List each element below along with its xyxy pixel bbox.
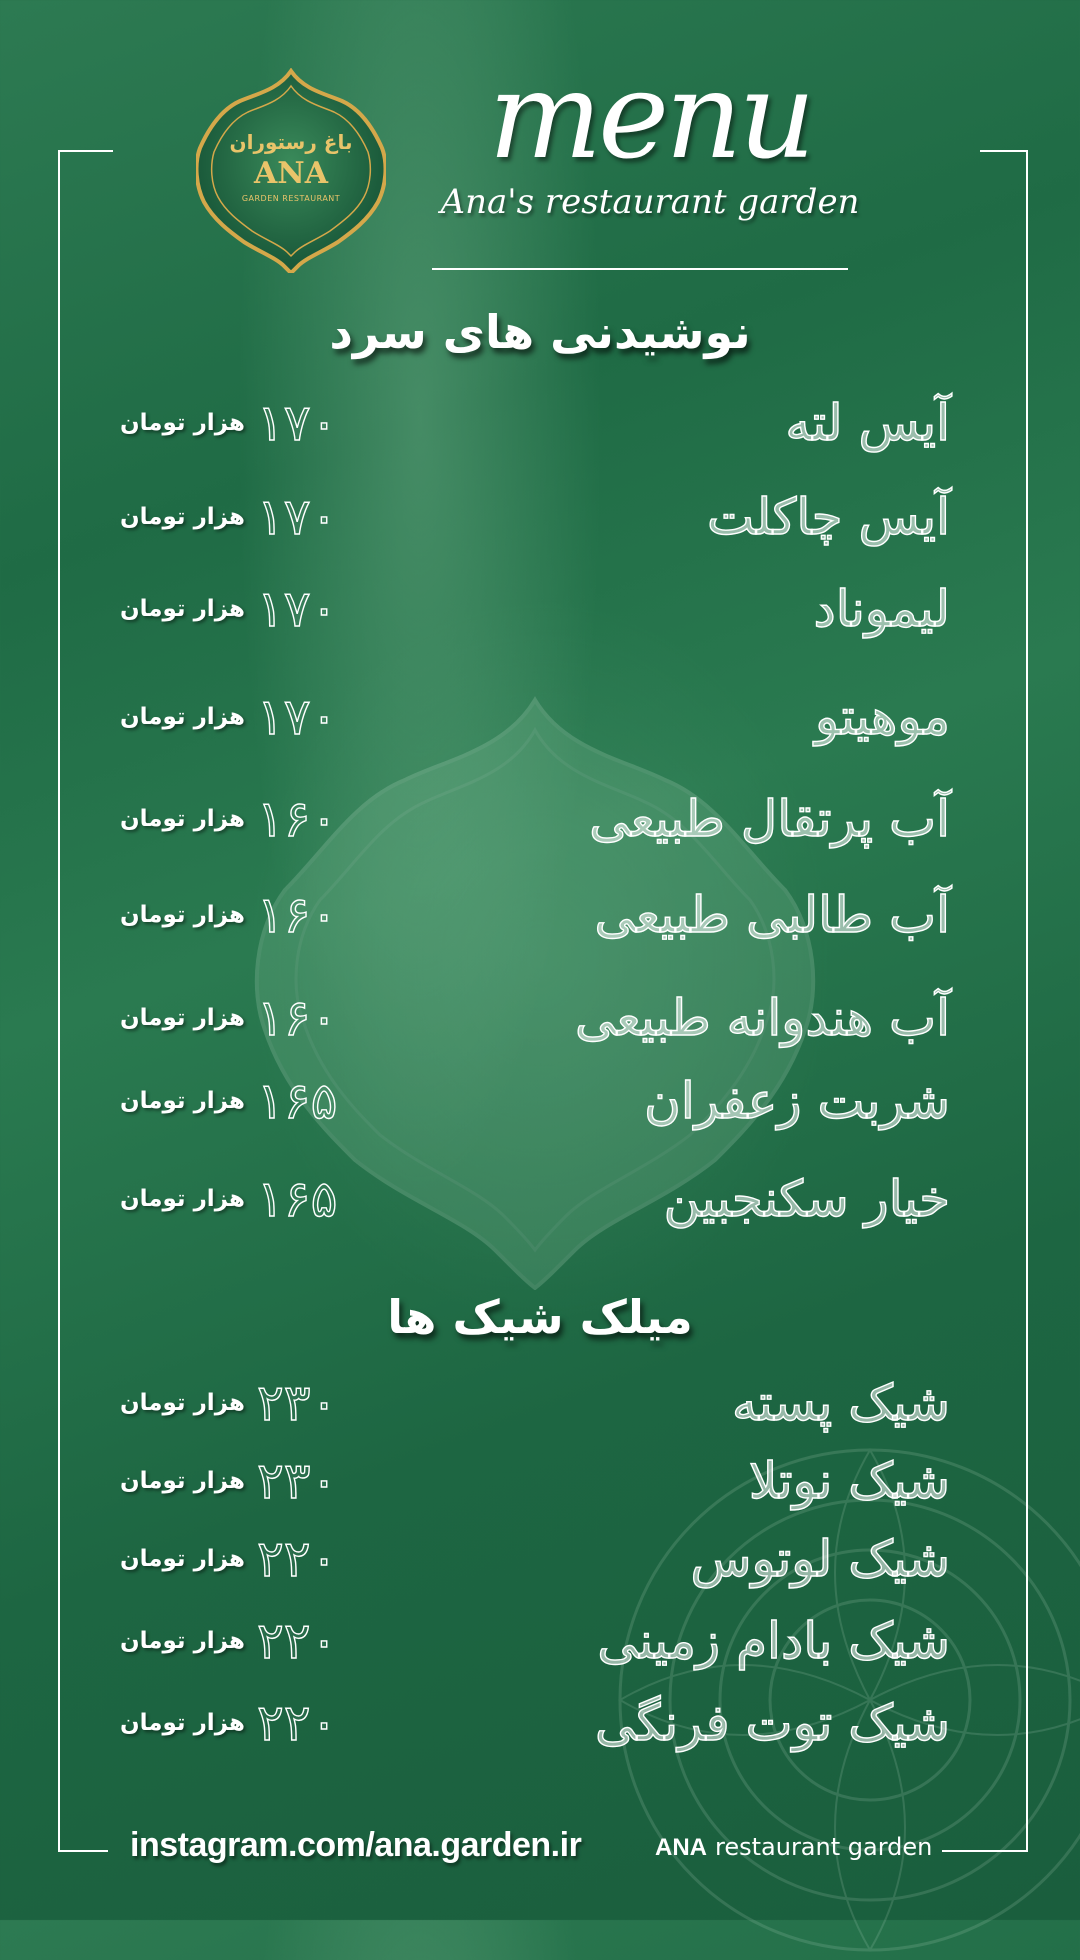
price-value: ۱۶۰ bbox=[256, 886, 338, 944]
menu-item-price bbox=[120, 482, 380, 552]
menu-item bbox=[120, 1446, 950, 1516]
price-value: ۲۳۰ bbox=[256, 1374, 338, 1432]
price-value: ۱۶۰ bbox=[256, 790, 338, 848]
menu-item bbox=[120, 682, 950, 752]
price-unit: هزار تومان bbox=[120, 1710, 245, 1736]
frame-top-left-border bbox=[58, 150, 113, 152]
menu-item-name: خیار سکنجبین bbox=[663, 1170, 950, 1228]
menu-item-price bbox=[120, 682, 380, 752]
menu-item-name: آب طالبی طبیعی bbox=[594, 886, 950, 944]
menu-item-price bbox=[120, 388, 380, 458]
price-value: ۱۷۰ bbox=[256, 688, 338, 746]
section-title-milkshakes: میلک شیک ها bbox=[387, 1290, 693, 1344]
price-value: ۲۲۰ bbox=[256, 1694, 338, 1752]
footer-brand-text: restaurant garden bbox=[715, 1833, 933, 1861]
menu-item-price bbox=[120, 983, 380, 1053]
menu-item-name: شربت زعفران bbox=[644, 1072, 950, 1130]
restaurant-logo bbox=[196, 68, 386, 273]
header-divider bbox=[432, 268, 848, 270]
menu-item bbox=[120, 1368, 950, 1438]
instagram-link[interactable]: instagram.com/ana.garden.ir bbox=[130, 1826, 582, 1864]
menu-item bbox=[120, 482, 950, 552]
menu-item-name: آیس چاکلت bbox=[706, 488, 950, 546]
menu-item bbox=[120, 1066, 950, 1136]
price-unit: هزار تومان bbox=[120, 1186, 245, 1212]
menu-item-name: شیک پسته bbox=[731, 1374, 950, 1432]
price-value: ۱۷۰ bbox=[256, 394, 338, 452]
price-unit: هزار تومان bbox=[120, 1546, 245, 1572]
menu-item-name: لیموناد bbox=[813, 580, 950, 638]
menu-item-price bbox=[120, 1606, 380, 1676]
menu-item-name: آب پرتقال طبیعی bbox=[589, 790, 950, 848]
menu-item-price bbox=[120, 1164, 380, 1234]
menu-item-price bbox=[120, 784, 380, 854]
price-unit: هزار تومان bbox=[120, 410, 245, 436]
price-unit: هزار تومان bbox=[120, 1628, 245, 1654]
menu-item bbox=[120, 1606, 950, 1676]
footer-brand bbox=[655, 1833, 945, 1862]
menu-item bbox=[120, 1524, 950, 1594]
section-title-cold-drinks: نوشیدنی های سرد bbox=[329, 305, 751, 359]
price-unit: هزار تومان bbox=[120, 504, 245, 530]
price-unit: هزار تومان bbox=[120, 806, 245, 832]
menu-item-name: شیک بادام زمینی bbox=[597, 1612, 950, 1670]
frame-right-border bbox=[1026, 150, 1028, 1850]
frame-left-border bbox=[58, 150, 60, 1850]
menu-item-name: شیک لوتوس bbox=[690, 1530, 950, 1588]
menu-item bbox=[120, 880, 950, 950]
logo-text-ana: ANA bbox=[254, 156, 328, 191]
price-value: ۲۲۰ bbox=[256, 1530, 338, 1588]
menu-title: menu bbox=[488, 47, 812, 186]
price-unit: هزار تومان bbox=[120, 1088, 245, 1114]
price-unit: هزار تومان bbox=[120, 1005, 245, 1031]
price-value: ۲۲۰ bbox=[256, 1612, 338, 1670]
logo-text-garden-restaurant: GARDEN RESTAURANT bbox=[241, 194, 341, 203]
menu-item-name: شیک توت فرنگی bbox=[594, 1694, 950, 1752]
price-unit: هزار تومان bbox=[120, 1468, 245, 1494]
price-value: ۱۷۰ bbox=[256, 488, 338, 546]
menu-item-name: موهیتو bbox=[815, 688, 950, 746]
price-value: ۲۳۰ bbox=[256, 1452, 338, 1510]
menu-item bbox=[120, 574, 950, 644]
price-unit: هزار تومان bbox=[120, 704, 245, 730]
menu-item-price bbox=[120, 1446, 380, 1516]
frame-top-right-border bbox=[980, 150, 1028, 152]
price-value: ۱۷۰ bbox=[256, 580, 338, 638]
menu-item-name: آیس لته bbox=[785, 394, 950, 452]
price-value: ۱۶۰ bbox=[256, 989, 338, 1047]
price-unit: هزار تومان bbox=[120, 902, 245, 928]
menu-item-name: شیک نوتلا bbox=[748, 1452, 950, 1510]
frame-bottom-left-border bbox=[58, 1850, 108, 1852]
menu-item-name: آب هندوانه طبیعی bbox=[575, 989, 950, 1047]
menu-item bbox=[120, 1688, 950, 1758]
footer-brand-ana: ANA bbox=[655, 1834, 707, 1861]
price-value: ۱۶۵ bbox=[256, 1072, 338, 1130]
menu-item bbox=[120, 784, 950, 854]
menu-item bbox=[120, 388, 950, 458]
menu-item bbox=[120, 983, 950, 1053]
menu-item-price bbox=[120, 574, 380, 644]
menu-item-price bbox=[120, 1688, 380, 1758]
menu-item-price bbox=[120, 1368, 380, 1438]
price-unit: هزار تومان bbox=[120, 596, 245, 622]
price-value: ۱۶۵ bbox=[256, 1170, 338, 1228]
menu-subtitle: Ana's restaurant garden bbox=[440, 182, 860, 222]
menu-item bbox=[120, 1164, 950, 1234]
menu-item-price bbox=[120, 880, 380, 950]
logo-text-persian: باغ رستوران bbox=[229, 130, 353, 154]
price-unit: هزار تومان bbox=[120, 1390, 245, 1416]
frame-bottom-right-border bbox=[942, 1850, 1028, 1852]
menu-item-price bbox=[120, 1066, 380, 1136]
menu-item-price bbox=[120, 1524, 380, 1594]
